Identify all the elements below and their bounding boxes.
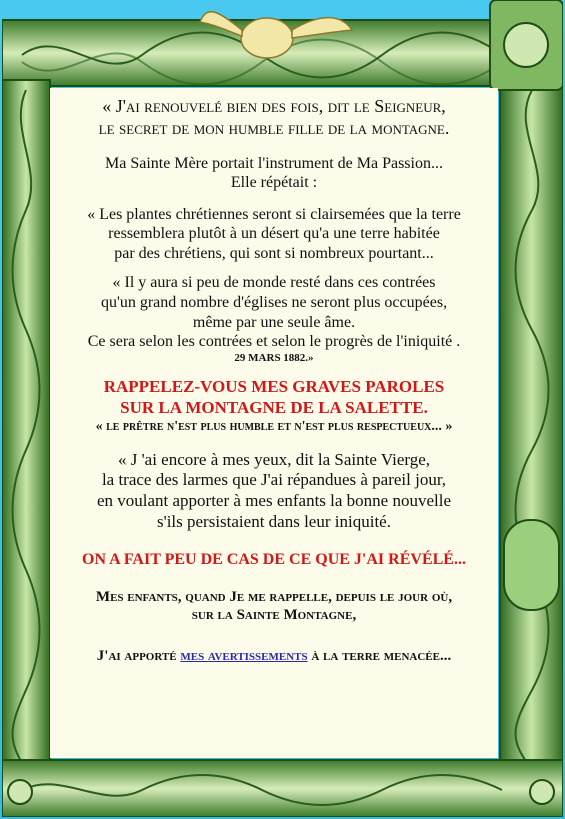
tears-line4: s'ils persistaient dans leur iniquité. xyxy=(157,511,391,531)
warnings-before: J'ai apporté xyxy=(96,647,181,664)
churches-date: 29 MARS 1882.» xyxy=(234,351,314,364)
warnings-line xyxy=(50,647,498,665)
warnings-link: mes avertissements xyxy=(180,647,308,664)
text-content xyxy=(50,96,498,665)
intro-line2: Elle répétait : xyxy=(230,174,318,192)
priest-quote: « le prêtre n'est plus humble et n'est plus respectueux... » xyxy=(95,419,453,435)
headline1-line1: RAPPELEZ-VOUS MES GRAVES PAROLES xyxy=(103,376,445,396)
warnings-after: à la terre menacée... xyxy=(307,647,452,664)
plants-line3: par des chrétiens, qui sont si nombreux pourtant... xyxy=(114,244,434,262)
headline1-line2: SUR LA MONTAGNE DE LA SALETTE. xyxy=(120,397,428,417)
quote1-line2: le secret de mon humble fille de la montagne. xyxy=(98,117,450,138)
tears-line1: « J 'ai encore à mes yeux, dit la Sainte Vierge, xyxy=(117,449,431,469)
tears-line3: en voulant apporter à mes enfants la bonne nouvelle xyxy=(96,490,452,510)
tears-line2: la trace des larmes que J'ai répandues à pareil jour, xyxy=(101,470,447,490)
plants-line1: « Les plantes chrétiennes seront si clairsemées que la terre xyxy=(87,205,461,223)
quote1-line1: « J'ai renouvelé bien des fois, dit le Seigneur, xyxy=(102,96,446,116)
churches-line4: Ce sera selon les contrées et selon le progrès de l'iniquité . xyxy=(87,333,461,351)
scene-medallion xyxy=(504,520,559,610)
intro-line1: Ma Sainte Mère portait l'instrument de Ma Passion... xyxy=(105,154,443,172)
children-line2: sur la Sainte Montagne, xyxy=(191,607,357,624)
plants-line2: ressemblera plutôt à un désert qu'a une terre habitée xyxy=(108,225,440,243)
churches-line2: qu'un grand nombre d'églises ne seront plus occupées, xyxy=(100,294,448,311)
headline2: ON A FAIT PEU DE CAS DE CE QUE J'AI RÉVÉLÉ... xyxy=(82,551,466,569)
children-line1: Mes enfants, quand Je me rappelle, depuis le jour où, xyxy=(95,588,453,605)
churches-line3: même par une seule âme. xyxy=(192,313,356,331)
churches-line1: « Il y aura si peu de monde resté dans ces contrées xyxy=(112,274,436,292)
